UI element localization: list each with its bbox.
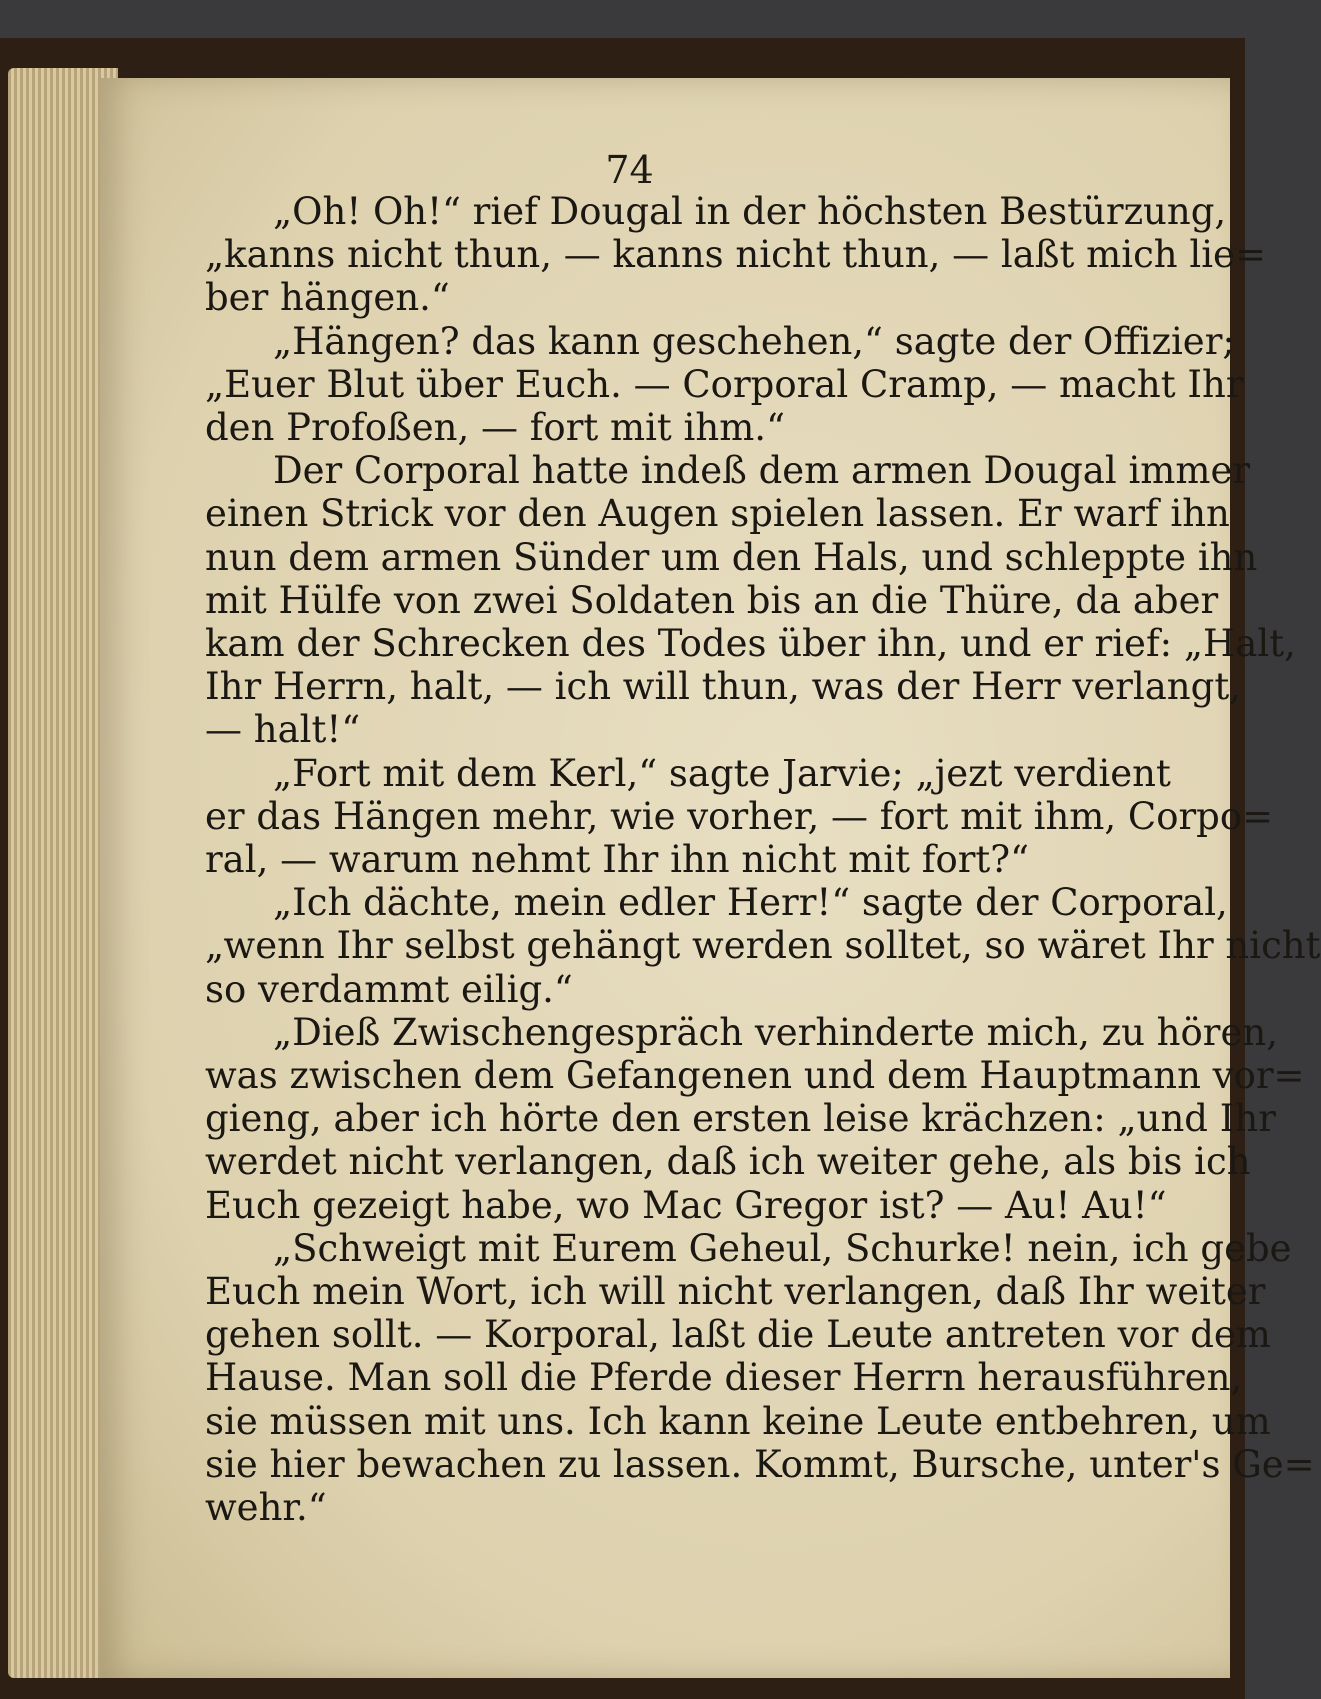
text-line: — halt!“ <box>205 708 361 752</box>
text-line: was zwischen dem Gefangenen und dem Hauptmann vor= <box>205 1054 1305 1098</box>
text-line: Der Corporal hatte indeß dem armen Dougal immer <box>273 449 1251 493</box>
text-line: mit Hülfe von zwei Soldaten bis an die Thüre, da aber <box>205 578 1219 622</box>
text-line: er das Hängen mehr, wie vorher, — fort mit ihm, Corpo= <box>205 794 1274 838</box>
text-line: „kanns nicht thun, — kanns nicht thun, — laßt mich lie= <box>205 233 1266 277</box>
text-line: sie müssen mit uns. Ich kann keine Leute entbehren, um <box>205 1399 1271 1443</box>
page-number: 74 <box>605 148 654 192</box>
text-line: nun dem armen Sünder um den Hals, und schleppte ihn <box>205 535 1258 579</box>
text-line: gieng, aber ich hörte den ersten leise krächzen: „und Ihr <box>205 1097 1276 1141</box>
text-line: ral, — warum nehmt Ihr ihn nicht mit fort?“ <box>205 838 1030 882</box>
text-line: „Euer Blut über Euch. — Corporal Cramp, — macht Ihr <box>205 362 1244 406</box>
text-line: Ihr Herrn, halt, — ich will thun, was der Herr verlangt, <box>205 665 1241 709</box>
text-line: kam der Schrecken des Todes über ihn, und er rief: „Halt, <box>205 622 1296 666</box>
text-line: wehr.“ <box>205 1486 327 1530</box>
text-line: sie hier bewachen zu lassen. Kommt, Bursche, unter's Ge= <box>205 1442 1315 1486</box>
text-line: den Profoßen, — fort mit ihm.“ <box>205 406 785 450</box>
text-line: Euch gezeigt habe, wo Mac Gregor ist? — Au! Au!“ <box>205 1183 1167 1227</box>
text-line: „Ich dächte, mein edler Herr!“ sagte der Corporal, <box>273 881 1228 925</box>
text-line: „Dieß Zwischengespräch verhinderte mich, zu hören, <box>273 1010 1278 1054</box>
text-line: einen Strick vor den Augen spielen lassen. Er warf ihn <box>205 492 1230 536</box>
text-line: Hause. Man soll die Pferde dieser Herrn herausführen, <box>205 1356 1243 1400</box>
text-line: „Oh! Oh!“ rief Dougal in der höchsten Bestürzung, <box>273 190 1227 233</box>
text-line: Euch mein Wort, ich will nicht verlangen, daß Ihr weiter <box>205 1270 1266 1314</box>
text-line: gehen sollt. — Korporal, laßt die Leute antreten vor dem <box>205 1313 1271 1357</box>
text-line: so verdammt eilig.“ <box>205 967 573 1011</box>
text-line: „Schweigt mit Eurem Geheul, Schurke! nein, ich gebe <box>273 1226 1292 1270</box>
text-line: „wenn Ihr selbst gehängt werden solltet, so wäret Ihr nicht <box>205 924 1321 968</box>
text-line: ber hängen.“ <box>205 276 450 320</box>
text-line: „Hängen? das kann geschehen,“ sagte der Offizier; <box>273 319 1235 363</box>
page-text <box>205 190 1321 1530</box>
text-line: „Fort mit dem Kerl,“ sagte Jarvie; „jezt verdient <box>273 751 1171 795</box>
text-line: werdet nicht verlangen, daß ich weiter gehe, als bis ich <box>205 1140 1251 1184</box>
